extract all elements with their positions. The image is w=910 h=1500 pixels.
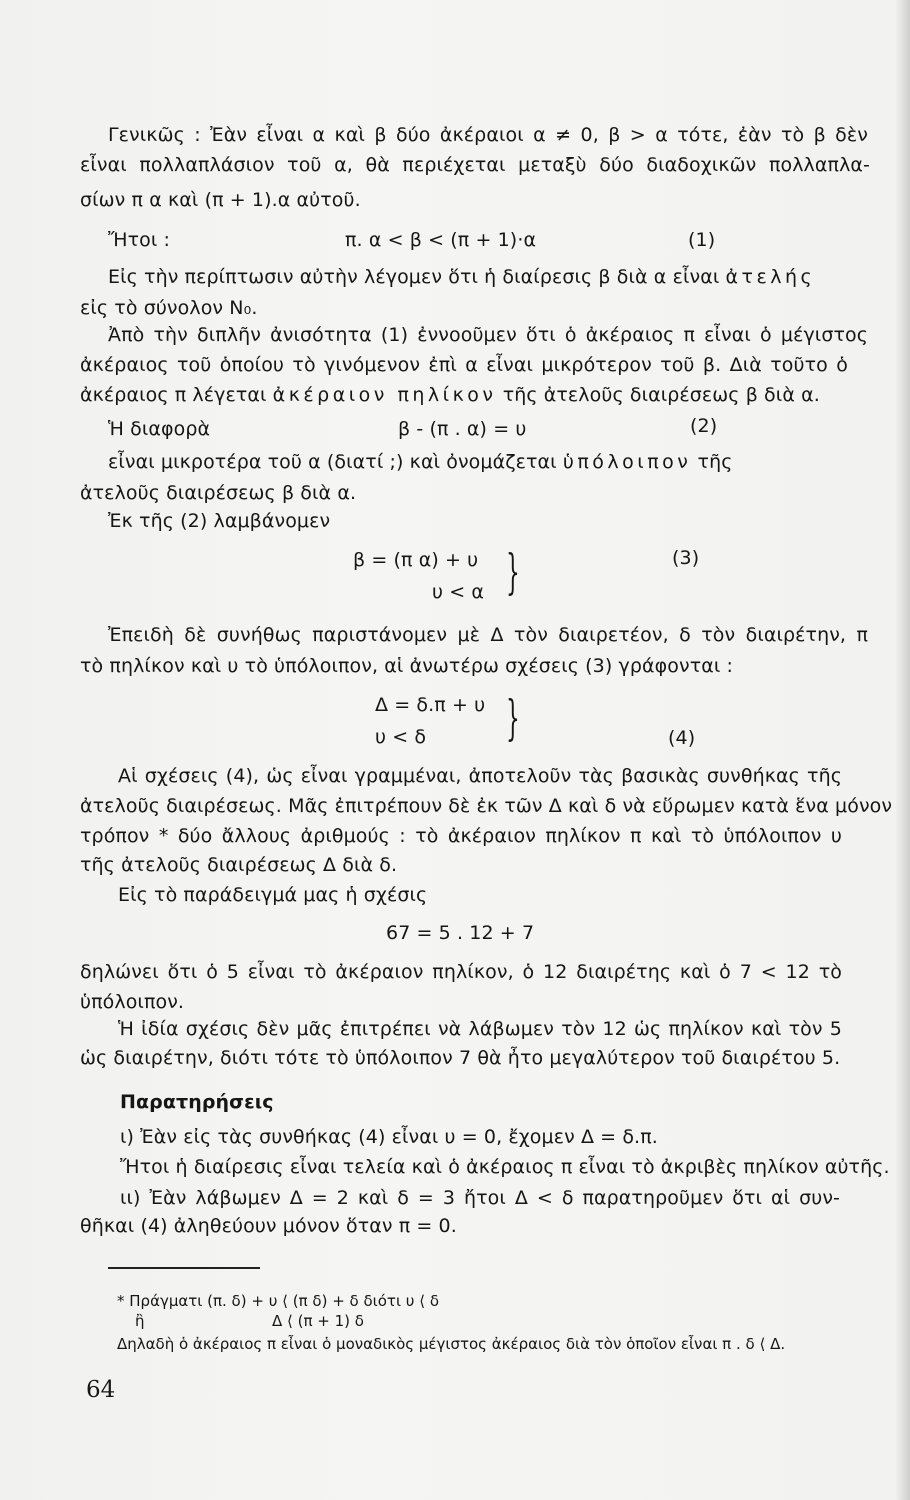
text-line: ἀτελοῦς διαιρέσεως. Μᾶς ἐπιτρέπουν δὲ ἐκ τῶν Δ καὶ δ νὰ εὕρωμεν κατὰ ἕνα μόνον: [80, 795, 893, 817]
text-line: [108, 262, 815, 292]
text-line: τρόπον * δύο ἄλλους ἀριθμούς : τὸ ἀκέραιον πηλίκον π καὶ τὸ ὑπόλοιπον υ: [80, 825, 842, 847]
text-line: θῆκαι (4) ἀληθεύουν μόνον ὅταν π = 0.: [80, 1215, 457, 1237]
text-line: Αἱ σχέσεις (4), ὡς εἶναι γραμμέναι, ἀποτελοῦν τὰς βασικὰς συνθήκας τῆς: [118, 765, 842, 787]
footnote-line: ἢ: [135, 1312, 145, 1330]
spaced-term: ὑπόλοιπον: [562, 451, 692, 473]
text-line: ἀκέραιος τοῦ ὁποίου τὸ γινόμενον ἐπὶ α εἶναι μικρότερον τοῦ β. Διὰ τοῦτο ὁ: [80, 354, 848, 376]
text-span: Εἰς τὴν περίπτωσιν αὐτὴν λέγομεν ὅτι ἡ διαίρεσις β διὰ α εἶναι: [108, 266, 720, 288]
footnote-line: * Πράγματι (π. δ) + υ ⟨ (π δ) + δ διότι υ ⟨ δ: [117, 1292, 440, 1310]
equation-4b: υ < δ: [375, 726, 427, 748]
footnote-line: Δ ⟨ (π + 1) δ: [272, 1312, 364, 1330]
text-line: Ἐκ τῆς (2) λαμβάνομεν: [108, 510, 331, 532]
text-line: Γενικῶς : Ἐὰν εἶναι α καὶ β δύο ἀκέραιοι α ≠ 0, β > α τότε, ἐὰν τὸ β δὲν: [108, 124, 868, 146]
footnote-rule: [108, 1267, 260, 1269]
text-line: Ἀπὸ τὴν διπλῆν ἀνισότητα (1) ἐννοοῦμεν ὅτι ὁ ἀκέραιος π εἶναι ὁ μέγιστος: [108, 324, 868, 346]
text-span: ἀκέραιος π λέγεται: [80, 384, 267, 406]
section-heading: Παρατηρήσεις: [120, 1091, 274, 1113]
text-line: σίων π α καὶ (π + 1).α αὐτοῦ.: [80, 189, 361, 211]
text-line: Ἤτοι ἡ διαίρεσις εἶναι τελεία καὶ ὁ ἀκέραιος π εἶναι τὸ ἀκριβὲς πηλίκον αὐτῆς.: [120, 1156, 890, 1178]
text-line: [80, 380, 820, 410]
text-line: Ἐπειδὴ δὲ συνήθως παριστάνομεν μὲ Δ τὸν διαιρετέον, δ τὸν διαιρέτην, π: [108, 624, 868, 646]
text-span: τῆς ἀτελοῦς διαιρέσεως β διὰ α.: [502, 384, 820, 406]
right-brace: }: [506, 544, 520, 600]
text-line: [108, 447, 732, 477]
equation-4a: Δ = δ.π + υ: [375, 694, 486, 716]
equation-3b: υ < α: [432, 581, 485, 603]
text-line: δηλώνει ὅτι ὁ 5 εἶναι τὸ ἀκέραιον πηλίκον, ὁ 12 διαιρέτης καὶ ὁ 7 < 12 τὸ: [80, 961, 842, 983]
inequality-1: π. α < β < (π + 1)·α: [345, 229, 537, 251]
text-line: Εἰς τὸ παράδειγμά μας ἡ σχέσις: [118, 884, 428, 906]
text-line: εἰς τὸ σύνολον N₀.: [80, 297, 258, 319]
equation-number: (2): [690, 415, 718, 437]
equation-3a: β = (π α) + υ: [353, 549, 479, 571]
page-edge-shadow: [896, 0, 910, 1500]
equation-example: 67 = 5 . 12 + 7: [386, 922, 535, 944]
text-line: ι) Ἐὰν εἰς τὰς συνθήκας (4) εἶναι υ = 0, ἔχομεν Δ = δ.π.: [120, 1126, 658, 1148]
equation-number: (1): [688, 229, 716, 251]
spaced-term: ἀκέραιον πηλίκον: [272, 384, 497, 406]
text-line: ὑπόλοιπον.: [80, 991, 185, 1013]
text-span: εἶναι μικροτέρα τοῦ α (διατί ;) καὶ ὀνομάζεται: [108, 451, 557, 473]
text-line: ὡς διαιρέτην, διότι τότε τὸ ὑπόλοιπον 7 θὰ ἦτο μεγαλύτερον τοῦ διαιρέτου 5.: [80, 1047, 841, 1069]
right-brace: }: [506, 690, 520, 746]
text-line: ἀτελοῦς διαιρέσεως β διὰ α.: [80, 482, 357, 504]
text-line: εἶναι πολλαπλάσιον τοῦ α, θὰ περιέχεται μεταξὺ δύο διαδοχικῶν πολλαπλα-: [80, 154, 870, 176]
spaced-term: ἀτελής: [725, 266, 816, 288]
equation-number: (3): [672, 547, 700, 569]
equation-number: (4): [668, 727, 696, 749]
text-line: τὸ πηλίκον καὶ υ τὸ ὑπόλοιπον, αἱ ἀνωτέρω σχέσεις (3) γράφονται :: [80, 655, 734, 677]
text-line: Ἡ ἰδία σχέσις δὲν μᾶς ἐπιτρέπει νὰ λάβωμεν τὸν 12 ὡς πηλίκον καὶ τὸν 5: [118, 1018, 842, 1040]
inequality-label: Ἤτοι :: [108, 229, 171, 251]
text-span: τῆς: [697, 451, 733, 473]
text-line: τῆς ἀτελοῦς διαιρέσεως Δ διὰ δ.: [80, 854, 398, 876]
equation-2: β - (π . α) = υ: [398, 418, 527, 440]
text-line: ιι) Ἐὰν λάβωμεν Δ = 2 καὶ δ = 3 ἤτοι Δ < δ παρατηροῦμεν ὅτι αἱ συν-: [120, 1187, 840, 1209]
footnote-line: Δηλαδὴ ὁ ἀκέραιος π εἶναι ὁ μοναδικὸς μέγιστος ἀκέραιος διὰ τὸν ὁποῖον εἶναι π . δ ⟨ Δ.: [117, 1335, 786, 1353]
page-number: 64: [86, 1377, 116, 1403]
difference-label: Ἡ διαφορὰ: [108, 418, 211, 440]
